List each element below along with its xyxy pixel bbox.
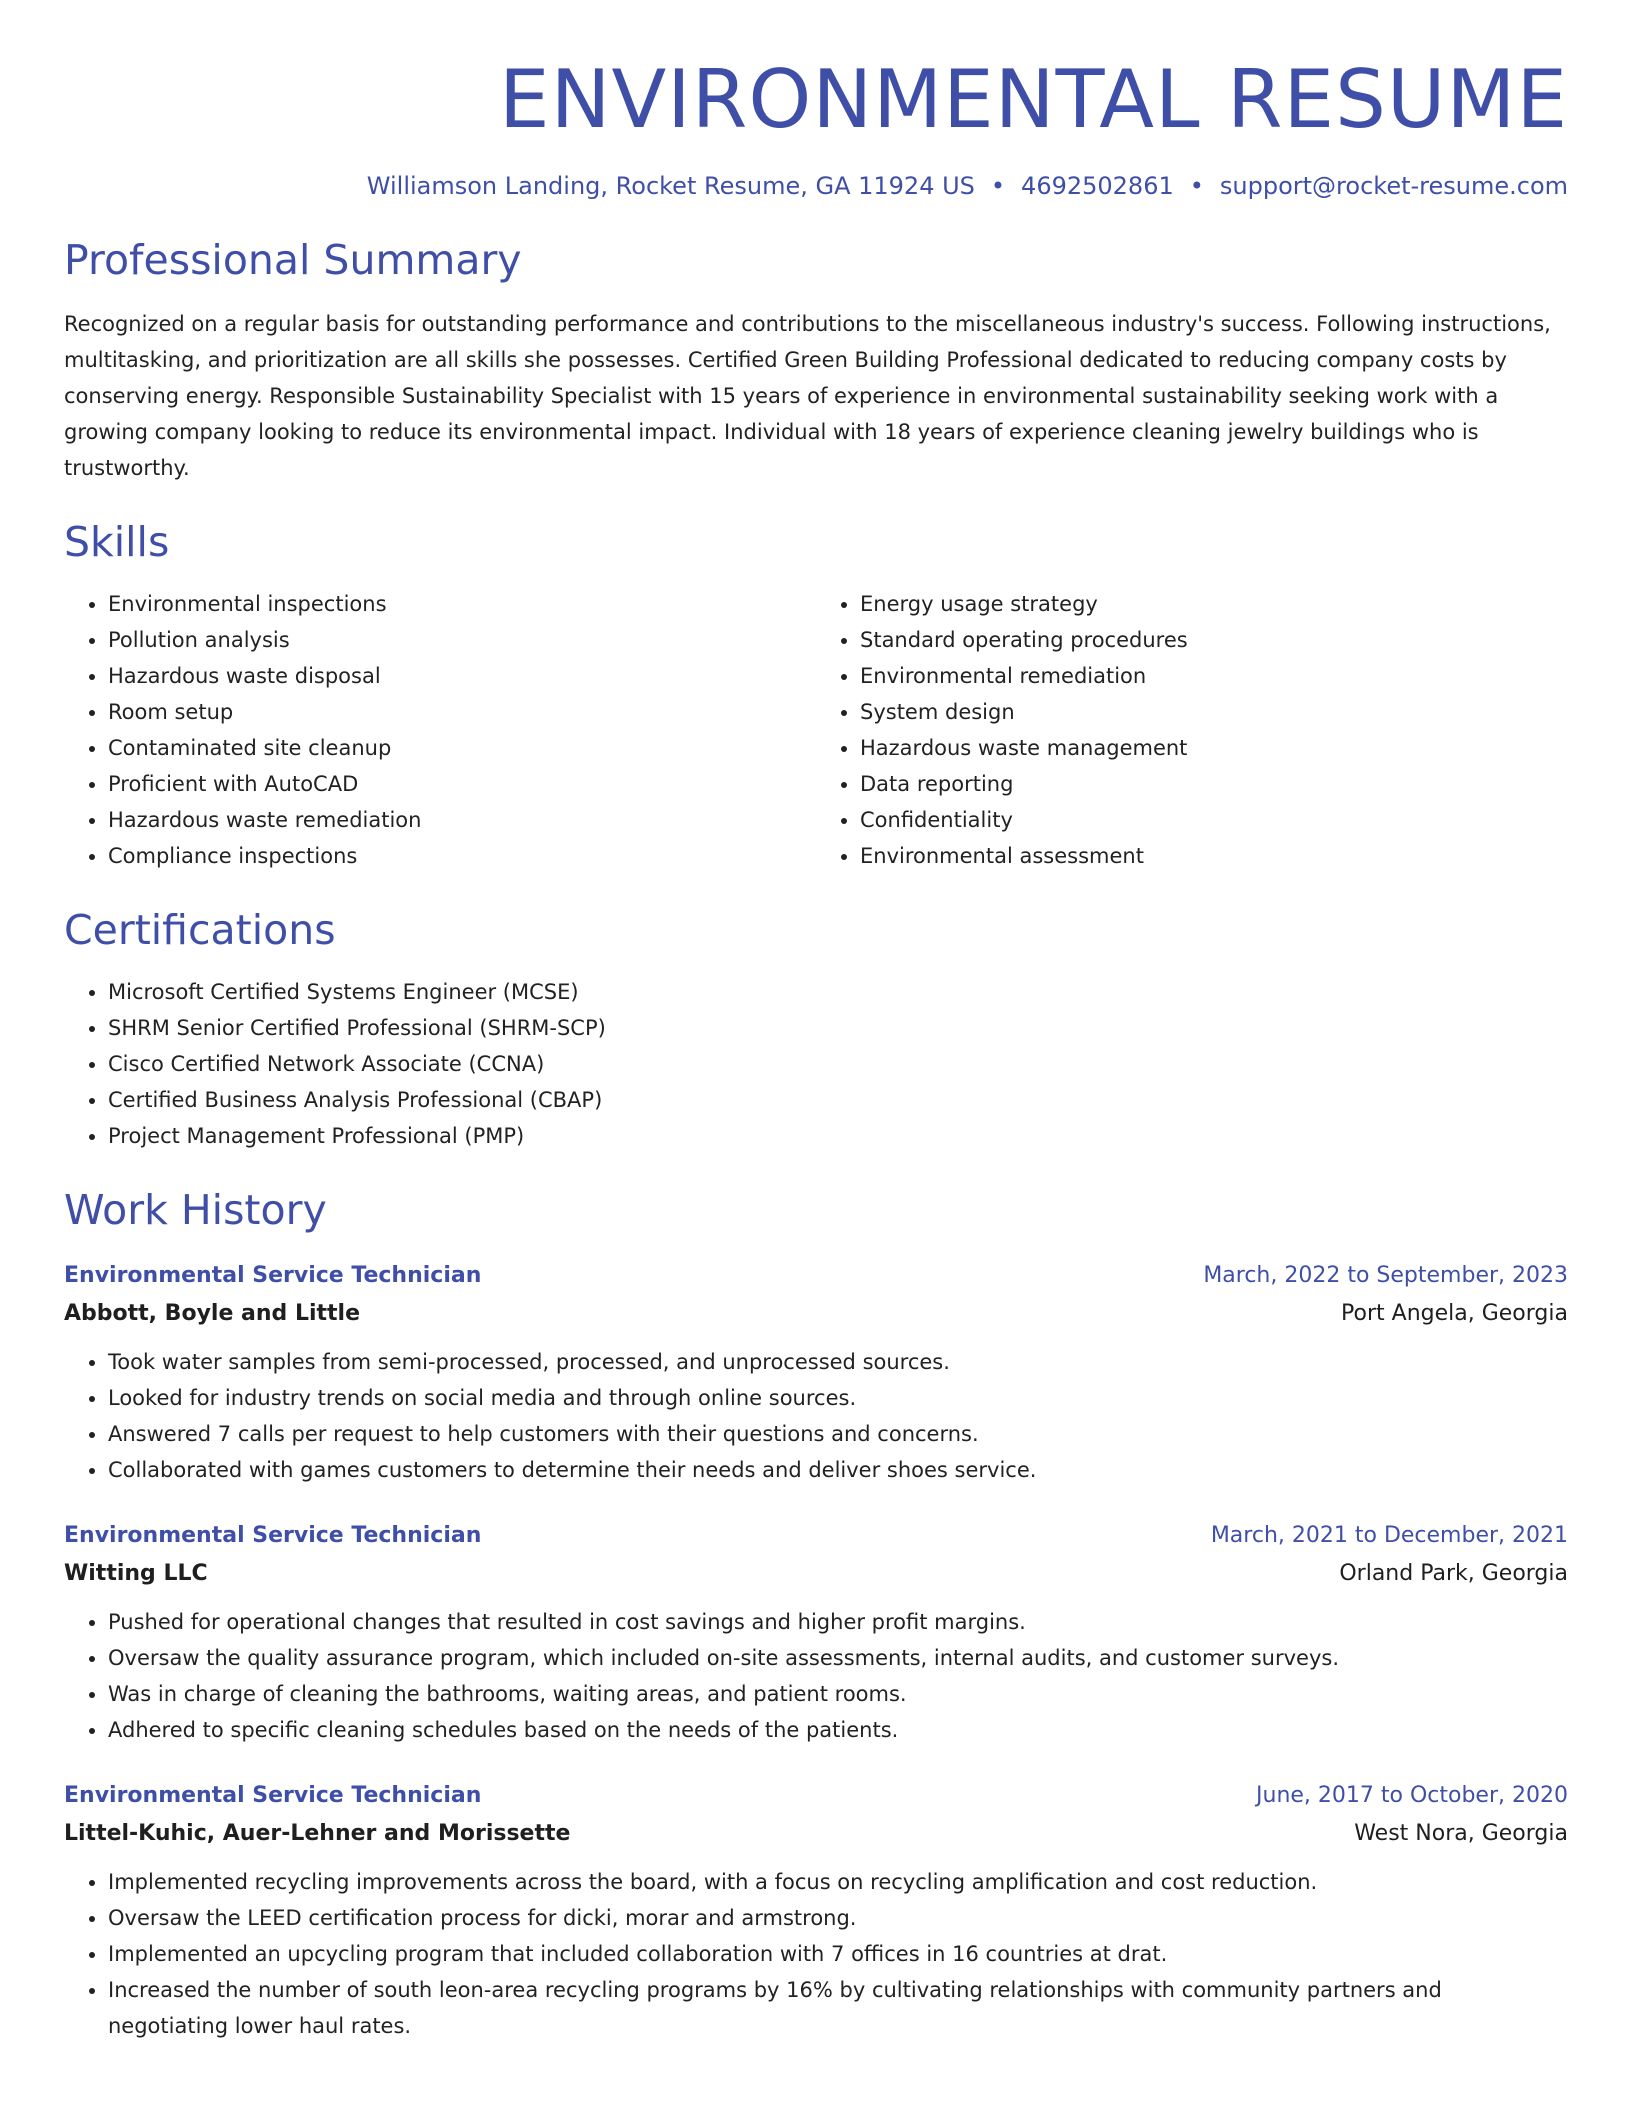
resume-title: ENVIRONMENTAL RESUME xyxy=(499,53,1568,146)
skill-item: • Hazardous waste management xyxy=(860,730,1568,766)
job-bullet: • Looked for industry trends on social media and through online sources. xyxy=(108,1380,1568,1416)
skill-item: • Proficient with AutoCAD xyxy=(108,766,816,802)
skills-list-left xyxy=(64,586,816,874)
job-subheader xyxy=(64,1294,1568,1334)
job-header xyxy=(64,1518,1568,1554)
job-entry xyxy=(64,1258,1568,1488)
certification-item: • Certified Business Analysis Professional (CBAP) xyxy=(108,1082,1568,1118)
job-bullet: • Pushed for operational changes that resulted in cost savings and higher profit margins. xyxy=(108,1604,1568,1640)
contact-line xyxy=(64,170,1568,202)
job-entry xyxy=(64,1778,1568,2044)
job-bullet: • Implemented an upcycling program that included collaboration with 7 offices in 16 countries at drat. xyxy=(108,1936,1568,1972)
job-company: Abbott, Boyle and Little xyxy=(64,1301,361,1326)
job-bullets xyxy=(64,1864,1568,2044)
skill-item: • System design xyxy=(860,694,1568,730)
job-subheader xyxy=(64,1554,1568,1594)
skill-item: • Data reporting xyxy=(860,766,1568,802)
job-title: Environmental Service Technician xyxy=(64,1523,482,1548)
summary-text: Recognized on a regular basis for outstanding performance and contributions to the miscellaneous industry's success. Following instructions, multitasking, and prioritization are all skills she possesses. Certified Green Building Professional dedicated to reducing company costs by conserving energy. Responsible Sustainability Specialist with 15 years of experience in environmental sustainability seeking work with a growing company looking to reduce its environmental impact. Individual with 18 years of experience cleaning jewelry buildings who is trustworthy. xyxy=(64,312,1551,480)
job-location: Port Angela, Georgia xyxy=(1341,1301,1568,1326)
certification-item: • SHRM Senior Certified Professional (SHRM-SCP) xyxy=(108,1010,1568,1046)
summary-heading: Professional Summary xyxy=(64,236,522,284)
job-bullet: • Oversaw the LEED certification process for dicki, morar and armstrong. xyxy=(108,1900,1568,1936)
job-bullet: • Adhered to specific cleaning schedules based on the needs of the patients. xyxy=(108,1712,1568,1748)
job-bullet: • Answered 7 calls per request to help customers with their questions and concerns. xyxy=(108,1416,1568,1452)
job-company: Littel-Kuhic, Auer-Lehner and Morissette xyxy=(64,1821,571,1846)
skill-item: • Compliance inspections xyxy=(108,838,816,874)
certifications-list xyxy=(64,974,1568,1154)
skills-list-right xyxy=(816,586,1568,874)
job-bullet: • Was in charge of cleaning the bathrooms, waiting areas, and patient rooms. xyxy=(108,1676,1568,1712)
job-title: Environmental Service Technician xyxy=(64,1263,482,1288)
contact-separator: • xyxy=(990,172,1006,200)
job-bullet: • Oversaw the quality assurance program, which included on-site assessments, internal audits, and customer surveys. xyxy=(108,1640,1568,1676)
skill-item: • Room setup xyxy=(108,694,816,730)
job-bullet: • Took water samples from semi-processed, processed, and unprocessed sources. xyxy=(108,1344,1568,1380)
job-company: Witting LLC xyxy=(64,1561,208,1586)
skills-grid xyxy=(64,586,1568,874)
certification-item: • Project Management Professional (PMP) xyxy=(108,1118,1568,1154)
job-header xyxy=(64,1258,1568,1294)
certifications-heading: Certifications xyxy=(64,906,336,954)
job-bullets xyxy=(64,1604,1568,1748)
job-bullets xyxy=(64,1344,1568,1488)
job-dates: March, 2021 to December, 2021 xyxy=(1210,1523,1568,1548)
contact-separator: • xyxy=(1189,172,1204,200)
certification-item: • Microsoft Certified Systems Engineer (MCSE) xyxy=(108,974,1568,1010)
job-location: West Nora, Georgia xyxy=(1354,1821,1568,1846)
job-dates: March, 2022 to September, 2023 xyxy=(1203,1263,1568,1288)
skill-item: • Hazardous waste disposal xyxy=(108,658,816,694)
skill-item: • Hazardous waste remediation xyxy=(108,802,816,838)
skill-item: • Pollution analysis xyxy=(108,622,816,658)
job-dates: June, 2017 to October, 2020 xyxy=(1256,1783,1568,1808)
skill-item: • Environmental remediation xyxy=(860,658,1568,694)
job-header xyxy=(64,1778,1568,1814)
skill-item: • Energy usage strategy xyxy=(860,586,1568,622)
job-entry xyxy=(64,1518,1568,1748)
skill-item: • Confidentiality xyxy=(860,802,1568,838)
contact-phone: 4692502861 xyxy=(1021,172,1174,200)
job-bullet: • Collaborated with games customers to determine their needs and deliver shoes service. xyxy=(108,1452,1568,1488)
skill-item: • Contaminated site cleanup xyxy=(108,730,816,766)
skill-item: • Environmental assessment xyxy=(860,838,1568,874)
job-subheader xyxy=(64,1814,1568,1854)
contact-address: Williamson Landing, Rocket Resume, GA 11924 US xyxy=(366,172,975,200)
skill-item: • Environmental inspections xyxy=(108,586,816,622)
job-bullet: • Increased the number of south leon-area recycling programs by 16% by cultivating relationships with community partners and negotiating lower haul rates. xyxy=(108,1972,1568,2044)
certification-item: • Cisco Certified Network Associate (CCNA) xyxy=(108,1046,1568,1082)
skills-heading: Skills xyxy=(64,518,170,566)
contact-email: support@rocket-resume.com xyxy=(1219,172,1568,200)
skill-item: • Standard operating procedures xyxy=(860,622,1568,658)
work-history-heading: Work History xyxy=(64,1186,327,1234)
job-location: Orland Park, Georgia xyxy=(1339,1561,1568,1586)
job-title: Environmental Service Technician xyxy=(64,1783,482,1808)
job-bullet: • Implemented recycling improvements across the board, with a focus on recycling amplification and cost reduction. xyxy=(108,1864,1568,1900)
